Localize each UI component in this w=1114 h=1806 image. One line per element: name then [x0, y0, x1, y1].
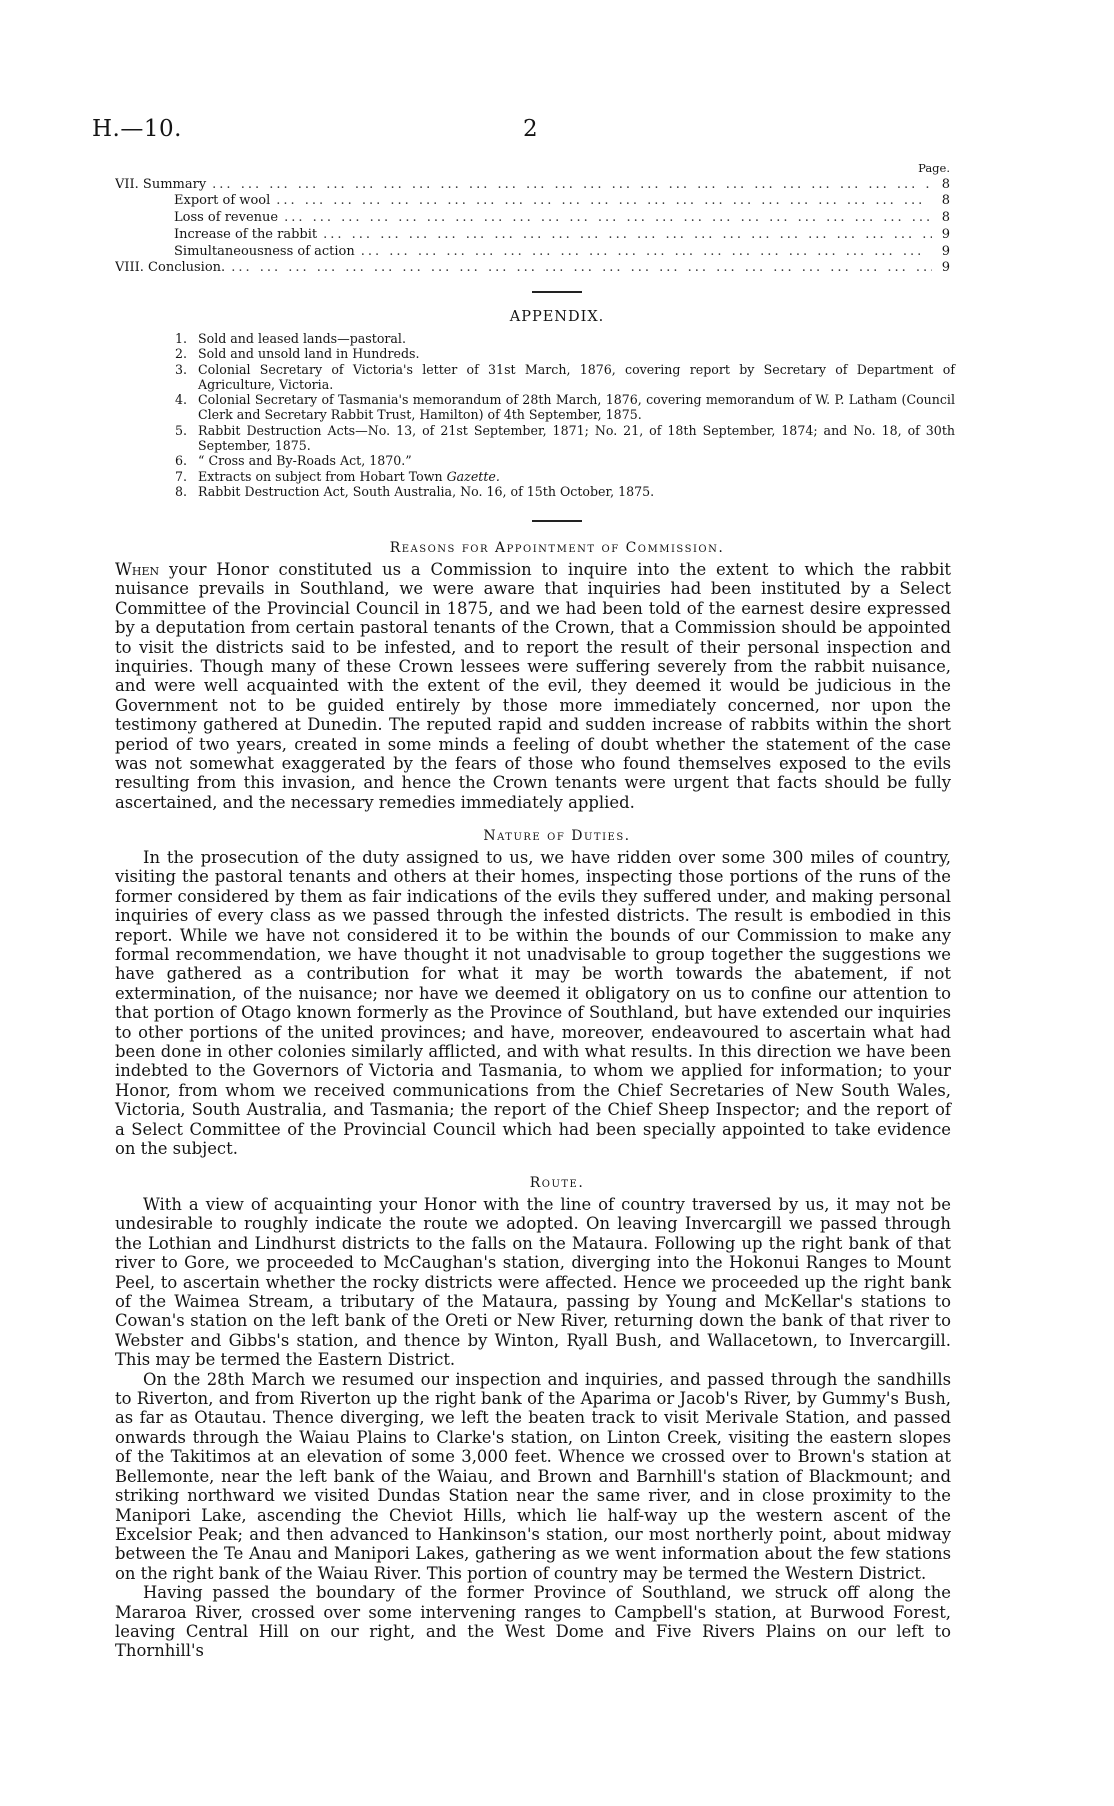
toc-page: 9	[941, 260, 950, 276]
appendix-item-number: 6.	[175, 453, 188, 469]
appendix-item	[175, 392, 955, 423]
toc-row	[115, 260, 950, 277]
paragraph: In the prosecution of the duty assigned to us, we have ridden over some 300 miles of country, visiting the pastoral tenants and others at their homes, inspecting those portions of the runs of the former considered by them as fair indications of the evils they suffered under, and making personal inquiries of every class as we passed through the infested districts. The result is embodied in this report. While we have not considered it to be within the bounds of our Commission to make any formal recommendation, we have thought it not unadvisable to group together the suggestions we have gathered as a contribution for what it may be worth towards the abatement, if not extermination, of the nuisance; nor have we deemed it obligatory on us to confine our attention to that portion of Otago known formerly as the Province of Southland, but have extended our inquiries to other portions of the united provinces; and have, moreover, endeavoured to ascertain what had been done in other colonies similarly afflicted, and with what results. In this direction we have been indebted to the Governors of Victoria and Tasmania, to whom we applied for information; to your Honor, from whom we received communications from the Chief Secretaries of New South Wales, Victoria, South Australia, and Tasmania; the report of the Chief Sheep Inspector; and the report of a Select Committee of the Provincial Council which had been specially appointed to take evidence on the subject.	[115, 848, 951, 1159]
reasons-body	[115, 560, 951, 812]
appendix-item-number: 4.	[175, 392, 188, 408]
toc-row	[115, 210, 950, 227]
toc-label: VIII. Conclusion.	[115, 260, 226, 276]
appendix-item	[175, 484, 955, 499]
toc-leader	[212, 177, 932, 194]
appendix-item-text: Colonial Secretary of Victoria's letter of 31st March, 1876, covering report by Secretary of Department of Agriculture, Victoria.	[198, 361, 955, 392]
appendix-list	[175, 331, 955, 499]
appendix-title: APPENDIX.	[509, 309, 605, 325]
toc-page: 8	[941, 193, 950, 209]
appendix-item	[175, 453, 955, 468]
appendix-item-text: Extracts on subject from Hobart Town	[198, 468, 443, 484]
section-title-duties: Nature of Duties.	[483, 828, 631, 844]
appendix-item-number: 2.	[175, 346, 188, 362]
appendix-item-text: Sold and unsold land in Hundreds.	[198, 346, 420, 362]
page-number: 2	[523, 116, 538, 142]
appendix-item-text: Sold and leased lands—pastoral.	[198, 331, 406, 346]
divider-rule	[532, 291, 582, 293]
toc-page: 8	[941, 176, 950, 192]
appendix-item-italic: Gazette.	[446, 468, 500, 484]
toc-page: 9	[941, 226, 950, 242]
paragraph: With a view of acquainting your Honor with the line of country traversed by us, it may not be undesirable to roughly indicate the route we adopted. On leaving Invercargill we passed through the Lothian and Lindhurst districts to the falls on the Mataura. Following up the right bank of that river to Gore, we proceeded to McCaughan's station, diverging into the Hokonui Ranges to Mount Peel, to ascertain whether the rocky districts were affected. Hence we proceeded up the right bank of the Waimea Stream, a tributary of the Mataura, passing by Young and McKellar's stations to Cowan's station on the left bank of the Oreti or New River, returning down the bank of that river to Webster and Gibbs's station, and thence by Winton, Ryall Bush, and Wallacetown, to Invercargill. This may be termed the Eastern District.	[115, 1195, 951, 1370]
appendix-item-number: 5.	[175, 422, 188, 438]
appendix-item	[175, 362, 955, 393]
paragraph: Having passed the boundary of the former Province of Southland, we struck off along the Mararoa River, crossed over some intervening ranges to Campbell's station, at Burwood Forest, leaving Central Hill on our right, and the West Dome and Five Rivers Plains on our left to Thornhill's	[115, 1583, 951, 1661]
toc-leader	[231, 260, 932, 277]
toc-label: Loss of revenue	[174, 210, 279, 226]
toc-row	[115, 227, 950, 244]
toc-label: Export of wool	[174, 193, 271, 209]
appendix-item-number: 3.	[175, 361, 188, 377]
toc-label: Simultaneousness of action	[174, 243, 355, 259]
toc-leader	[276, 193, 932, 210]
toc-leader	[323, 227, 932, 244]
duties-body	[115, 848, 951, 1159]
report-code: H.—10.	[92, 116, 182, 142]
appendix-item	[175, 469, 955, 484]
toc-row	[115, 244, 950, 261]
appendix-item	[175, 346, 955, 361]
paragraph: On the 28th March we resumed our inspection and inquiries, and passed through the sandhills to Riverton, and from Riverton up the right bank of the Aparima or Jacob's River, by Gummy's Bush, as far as Otautau. Thence diverging, we left the beaten track to visit Merivale Station, and passed onwards through the Waiau Plains to Clarke's station, on Linton Creek, visiting the eastern slopes of the Takitimos at an elevation of some 3,000 feet. Whence we crossed over to Brown's station at Bellemonte, near the left bank of the Waiau, and Brown and Barnhill's station of Blackmount; and striking northward we visited Dundas Station near the same river, and in close proximity to the Manipori Lake, ascending the Cheviot Hills, which lie half-way up the western ascent of the Excelsior Peak; and then advanced to Hankinson's station, our most northerly point, about midway between the Te Anau and Manipori Lakes, gathering as we went information about the few stations on the right bank of the Waiau River. This portion of country may be termed the Western District.	[115, 1369, 951, 1583]
section-title-route: Route.	[529, 1175, 585, 1191]
toc-leader	[361, 244, 932, 261]
appendix-item	[175, 331, 955, 346]
appendix-item-text: “ Cross and By-Roads Act, 1870.”	[198, 453, 412, 469]
toc-label: VII. Summary	[115, 176, 207, 192]
route-body	[115, 1195, 951, 1661]
toc-page: 8	[941, 210, 950, 226]
appendix-item-text: Rabbit Destruction Act, South Australia, No. 16, of 15th October, 1875.	[198, 483, 655, 499]
table-of-contents	[115, 160, 950, 277]
appendix-item	[175, 423, 955, 454]
appendix-item-number: 1.	[175, 331, 188, 346]
lead-word: When	[115, 560, 160, 579]
toc-page-label: Page.	[918, 161, 950, 175]
toc-row	[115, 177, 950, 194]
toc-row	[115, 193, 950, 210]
paragraph	[115, 560, 951, 812]
toc-label: Increase of the rabbit	[174, 226, 318, 242]
appendix-item-text: Rabbit Destruction Acts—No. 13, of 21st September, 1871; No. 21, of 18th September, 1874; and No. 18, of 30th September, 1875.	[198, 422, 955, 454]
divider-rule	[532, 520, 582, 522]
appendix-item-number: 7.	[175, 468, 188, 484]
appendix-item-number: 8.	[175, 483, 188, 499]
appendix-item-text: Colonial Secretary of Tasmania's memorandum of 28th March, 1876, covering memorandum of W. P. Latham (Council Clerk and Secretary Rabbit Trust, Hamilton) of 4th September, 1875.	[198, 392, 955, 423]
section-title-reasons: Reasons for Appointment of Commission.	[389, 540, 725, 556]
toc-leader	[284, 210, 932, 227]
toc-page: 9	[941, 243, 950, 259]
paragraph-text: your Honor constituted us a Commission to inquire into the extent to which the rabbit nuisance prevails in Southland, we were aware that inquiries had been instituted by a Select Committee of the Provincial Council in 1875, and we had been told of the earnest desire expressed by a deputation from certain pastoral tenants of the Crown, that a Commission should be appointed to visit the districts said to be infested, and to report the result of their personal inspection and inquiries. Though many of these Crown lessees were suffering severely from the rabbit nuisance, and were well acquainted with the extent of the evil, they deemed it would be judicious in the Government not to be guided entirely by those more immediately concerned, nor upon the testimony gathered at Dunedin. The reputed rapid and sudden increase of rabbits within the short period of two years, created in some minds a feeling of doubt whether the statement of the case was not somewhat exaggerated by the fears of those who found themselves exposed to the evils resulting from this invasion, and hence the Crown tenants were urgent that facts should be fully ascertained, and the necessary remedies immediately applied.	[115, 560, 951, 812]
